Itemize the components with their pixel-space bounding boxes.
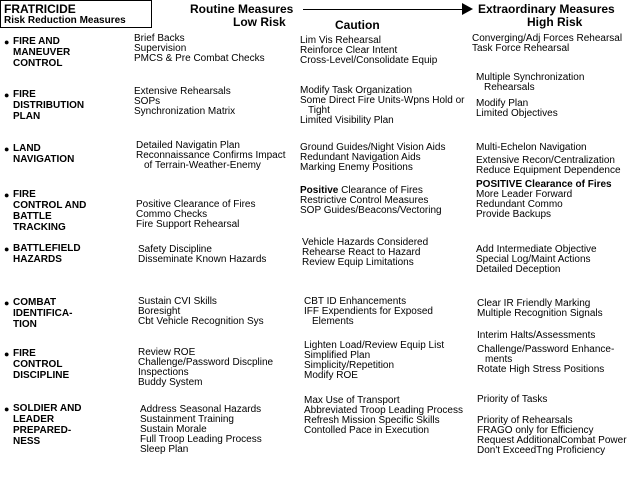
list-item: Redundant Navigation Aids (300, 152, 421, 163)
category-label: BATTLE (13, 211, 52, 222)
list-item: Priority of Rehearsals (477, 415, 573, 426)
low-risk-list (138, 348, 273, 388)
list-item: Brief Backs (134, 33, 185, 44)
positive-emphasis: Positive (300, 185, 339, 196)
low-risk-list (136, 141, 286, 171)
category-label: DISTRIBUTION (13, 100, 85, 111)
caution-list (300, 143, 445, 173)
low-risk-list (138, 245, 266, 265)
bullet-icon: ● (4, 144, 10, 154)
list-item: FRAGO only for Efficiency (477, 425, 594, 436)
bullet-icon: ● (4, 90, 10, 100)
list-item: Lighten Load/Review Equip List (304, 340, 445, 351)
list-item: IFF Expendients for Exposed (304, 306, 433, 317)
list-item: Boresight (138, 306, 181, 317)
category-label: NESS (13, 436, 41, 447)
category-label: COMBAT (13, 297, 57, 308)
high-risk-list (476, 245, 597, 275)
list-item: Modify ROE (304, 370, 358, 381)
header-caution: Caution (335, 18, 380, 32)
category-label: MANEUVER (13, 47, 71, 58)
category-label: LEADER (13, 414, 55, 425)
list-item: Sustain CVI Skills (138, 296, 217, 307)
caution-list (300, 186, 442, 216)
list-item: PMCS & Pre Combat Checks (134, 53, 265, 64)
list-item: Request AdditionalCombat Power (477, 435, 627, 446)
bullet-icon: ● (4, 404, 10, 414)
category-label: NAVIGATION (13, 154, 75, 165)
list-item: Multiple Recognition Signals (477, 308, 603, 319)
list-item: Review Equip Limitations (302, 257, 414, 268)
low-risk-list (134, 87, 235, 117)
high-risk-list (472, 34, 622, 54)
bullet-icon: ● (4, 298, 10, 308)
title-sub: Risk Reduction Measures (4, 15, 126, 26)
category-label: TION (13, 319, 37, 330)
category-label: BATTLEFIELD (13, 243, 81, 254)
caution-list (304, 341, 444, 381)
list-item: Review ROE (138, 347, 196, 358)
risk-arrow-head-icon (462, 3, 473, 15)
high-risk-list (477, 299, 603, 319)
low-risk-list (136, 200, 256, 230)
list-item: CBT ID Enhancements (304, 296, 407, 307)
list-item: Detailed Navigatin Plan (136, 140, 240, 151)
list-item: Modify Task Organization (300, 85, 413, 96)
caution-list (300, 86, 464, 126)
list-item: Fire Support Rehearsal (136, 219, 240, 230)
category-label: FIRE (13, 348, 36, 359)
bullet-icon: ● (4, 37, 10, 47)
list-item: Inspections (138, 367, 189, 378)
category-label: FIRE (13, 89, 36, 100)
list-item: Challenge/Password Discpline (138, 357, 274, 368)
low-risk-list (138, 297, 264, 327)
category-label: CONTROL (13, 359, 63, 370)
list-item: Sustainment Training (140, 414, 234, 425)
category-label: SOLDIER AND (13, 403, 82, 414)
list-item: Some Direct Fire Units-Wpns Hold or (300, 95, 465, 106)
list-item: Reconnaissance Confirms Impact (136, 150, 286, 161)
header-low-risk: Low Risk (233, 15, 286, 29)
low-risk-list (140, 405, 262, 455)
header-high-risk: High Risk (527, 15, 583, 29)
list-item: SOP Guides/Beacons/Vectoring (300, 205, 442, 216)
list-item: Safety Discipline (138, 244, 212, 255)
list-item: Cbt Vehicle Recognition Sys (138, 316, 264, 327)
list-item: Special Log/Maint Actions (476, 254, 591, 265)
list-item: Clear IR Friendly Marking (477, 298, 591, 309)
category-label: PLAN (13, 111, 41, 122)
list-item: Provide Backups (476, 209, 552, 220)
list-item: POSITIVE Clearance of Fires (476, 179, 612, 190)
list-item: Modify Plan (476, 98, 529, 109)
caution-list (304, 297, 433, 327)
low-risk-list (134, 34, 265, 64)
list-item: Buddy System (138, 377, 203, 388)
category-label: LAND (13, 143, 41, 154)
list-item: Extensive Recon/Centralization (476, 155, 615, 166)
list-item: Simplicity/Repetition (304, 360, 395, 371)
list-item: Synchronization Matrix (134, 106, 236, 117)
category-label: IDENTIFICA- (13, 308, 73, 319)
list-item: Sleep Plan (140, 444, 189, 455)
list-item: Don't ExceedTng Proficiency (477, 445, 606, 456)
caution-list (300, 36, 437, 66)
title-main: FRATRICIDE (4, 2, 76, 16)
list-item: Positive Clearance of Fires (136, 199, 256, 210)
bullet-icon: ● (4, 190, 10, 200)
list-item: Restrictive Control Measures (300, 195, 429, 206)
caution-list (302, 238, 428, 268)
category-label: PREPARED- (13, 425, 72, 436)
list-item: Multiple Synchronization (476, 72, 585, 83)
list-item: Extensive Rehearsals (134, 86, 231, 97)
list-item: Priority of Tasks (477, 394, 548, 405)
high-risk-list (476, 73, 584, 119)
list-item: Challenge/Password Enhance- (477, 344, 615, 355)
category-label: HAZARDS (13, 254, 62, 265)
list-item: Rotate High Stress Positions (477, 364, 605, 375)
caution-list (304, 396, 463, 436)
category-label: TRACKING (13, 222, 66, 233)
list-item: Ground Guides/Night Vision Aids (300, 142, 446, 153)
header-extraordinary: Extraordinary Measures (478, 2, 615, 16)
category-label: FIRE AND (13, 36, 60, 47)
list-item: Max Use of Transport (304, 395, 400, 406)
list-item: Commo Checks (136, 209, 208, 220)
list-item-text: Clearance of Fires (341, 185, 423, 196)
high-risk-list (476, 180, 612, 220)
list-item: Add Intermediate Objective (476, 244, 597, 255)
category-label: FIRE (13, 189, 36, 200)
list-item: Limited Visibility Plan (300, 115, 394, 126)
list-item: Vehicle Hazards Considered (302, 237, 429, 248)
header-routine: Routine Measures (190, 2, 294, 16)
high-risk-list (476, 143, 621, 176)
list-item: Elements (312, 316, 354, 327)
list-item: Sustain Morale (140, 424, 207, 435)
list-item: Task Force Rehearsal (472, 43, 570, 54)
list-item: Disseminate Known Hazards (138, 254, 267, 265)
list-item: Reduce Equipment Dependence (476, 165, 621, 176)
list-item: Rehearse React to Hazard (302, 247, 421, 258)
list-item: Full Troop Leading Process (140, 434, 262, 445)
list-item: Cross-Level/Consolidate Equip (300, 55, 438, 66)
list-item: Marking Enemy Positions (300, 162, 413, 173)
risk-arrow-line (303, 9, 463, 10)
list-item: Supervision (134, 43, 187, 54)
list-item: SOPs (134, 96, 161, 107)
bullet-icon: ● (4, 349, 10, 359)
list-item: More Leader Forward (476, 189, 573, 200)
high-risk-list (477, 331, 614, 375)
list-item: Tight (308, 105, 330, 116)
list-item: Simplified Plan (304, 350, 371, 361)
list-item: Redundant Commo (476, 199, 563, 210)
list-item: Converging/Adj Forces Rehearsal (472, 33, 623, 44)
list-item: Rehearsals (484, 82, 535, 93)
list-item: Contolled Pace in Execution (304, 425, 430, 436)
list-item: Lim Vis Rehearsal (300, 35, 381, 46)
category-label: DISCIPLINE (13, 370, 70, 381)
list-item: Reinforce Clear Intent (300, 45, 398, 56)
list-item: Abbreviated Troop Leading Process (304, 405, 463, 416)
list-item: Multi-Echelon Navigation (476, 142, 587, 153)
list-item: of Terrain-Weather-Enemy (144, 160, 261, 171)
bullet-icon: ● (4, 244, 10, 254)
list-item: Detailed Deception (476, 264, 561, 275)
list-item: ments (485, 354, 513, 365)
list-item: Interim Halts/Assessments (477, 330, 596, 341)
high-risk-list (477, 395, 627, 456)
list-item: Limited Objectives (476, 108, 558, 119)
list-item: Refresh Mission Specific Skills (304, 415, 440, 426)
category-label: CONTROL (13, 58, 63, 69)
category-label: CONTROL AND (13, 200, 87, 211)
list-item: Address Seasonal Hazards (140, 404, 262, 415)
